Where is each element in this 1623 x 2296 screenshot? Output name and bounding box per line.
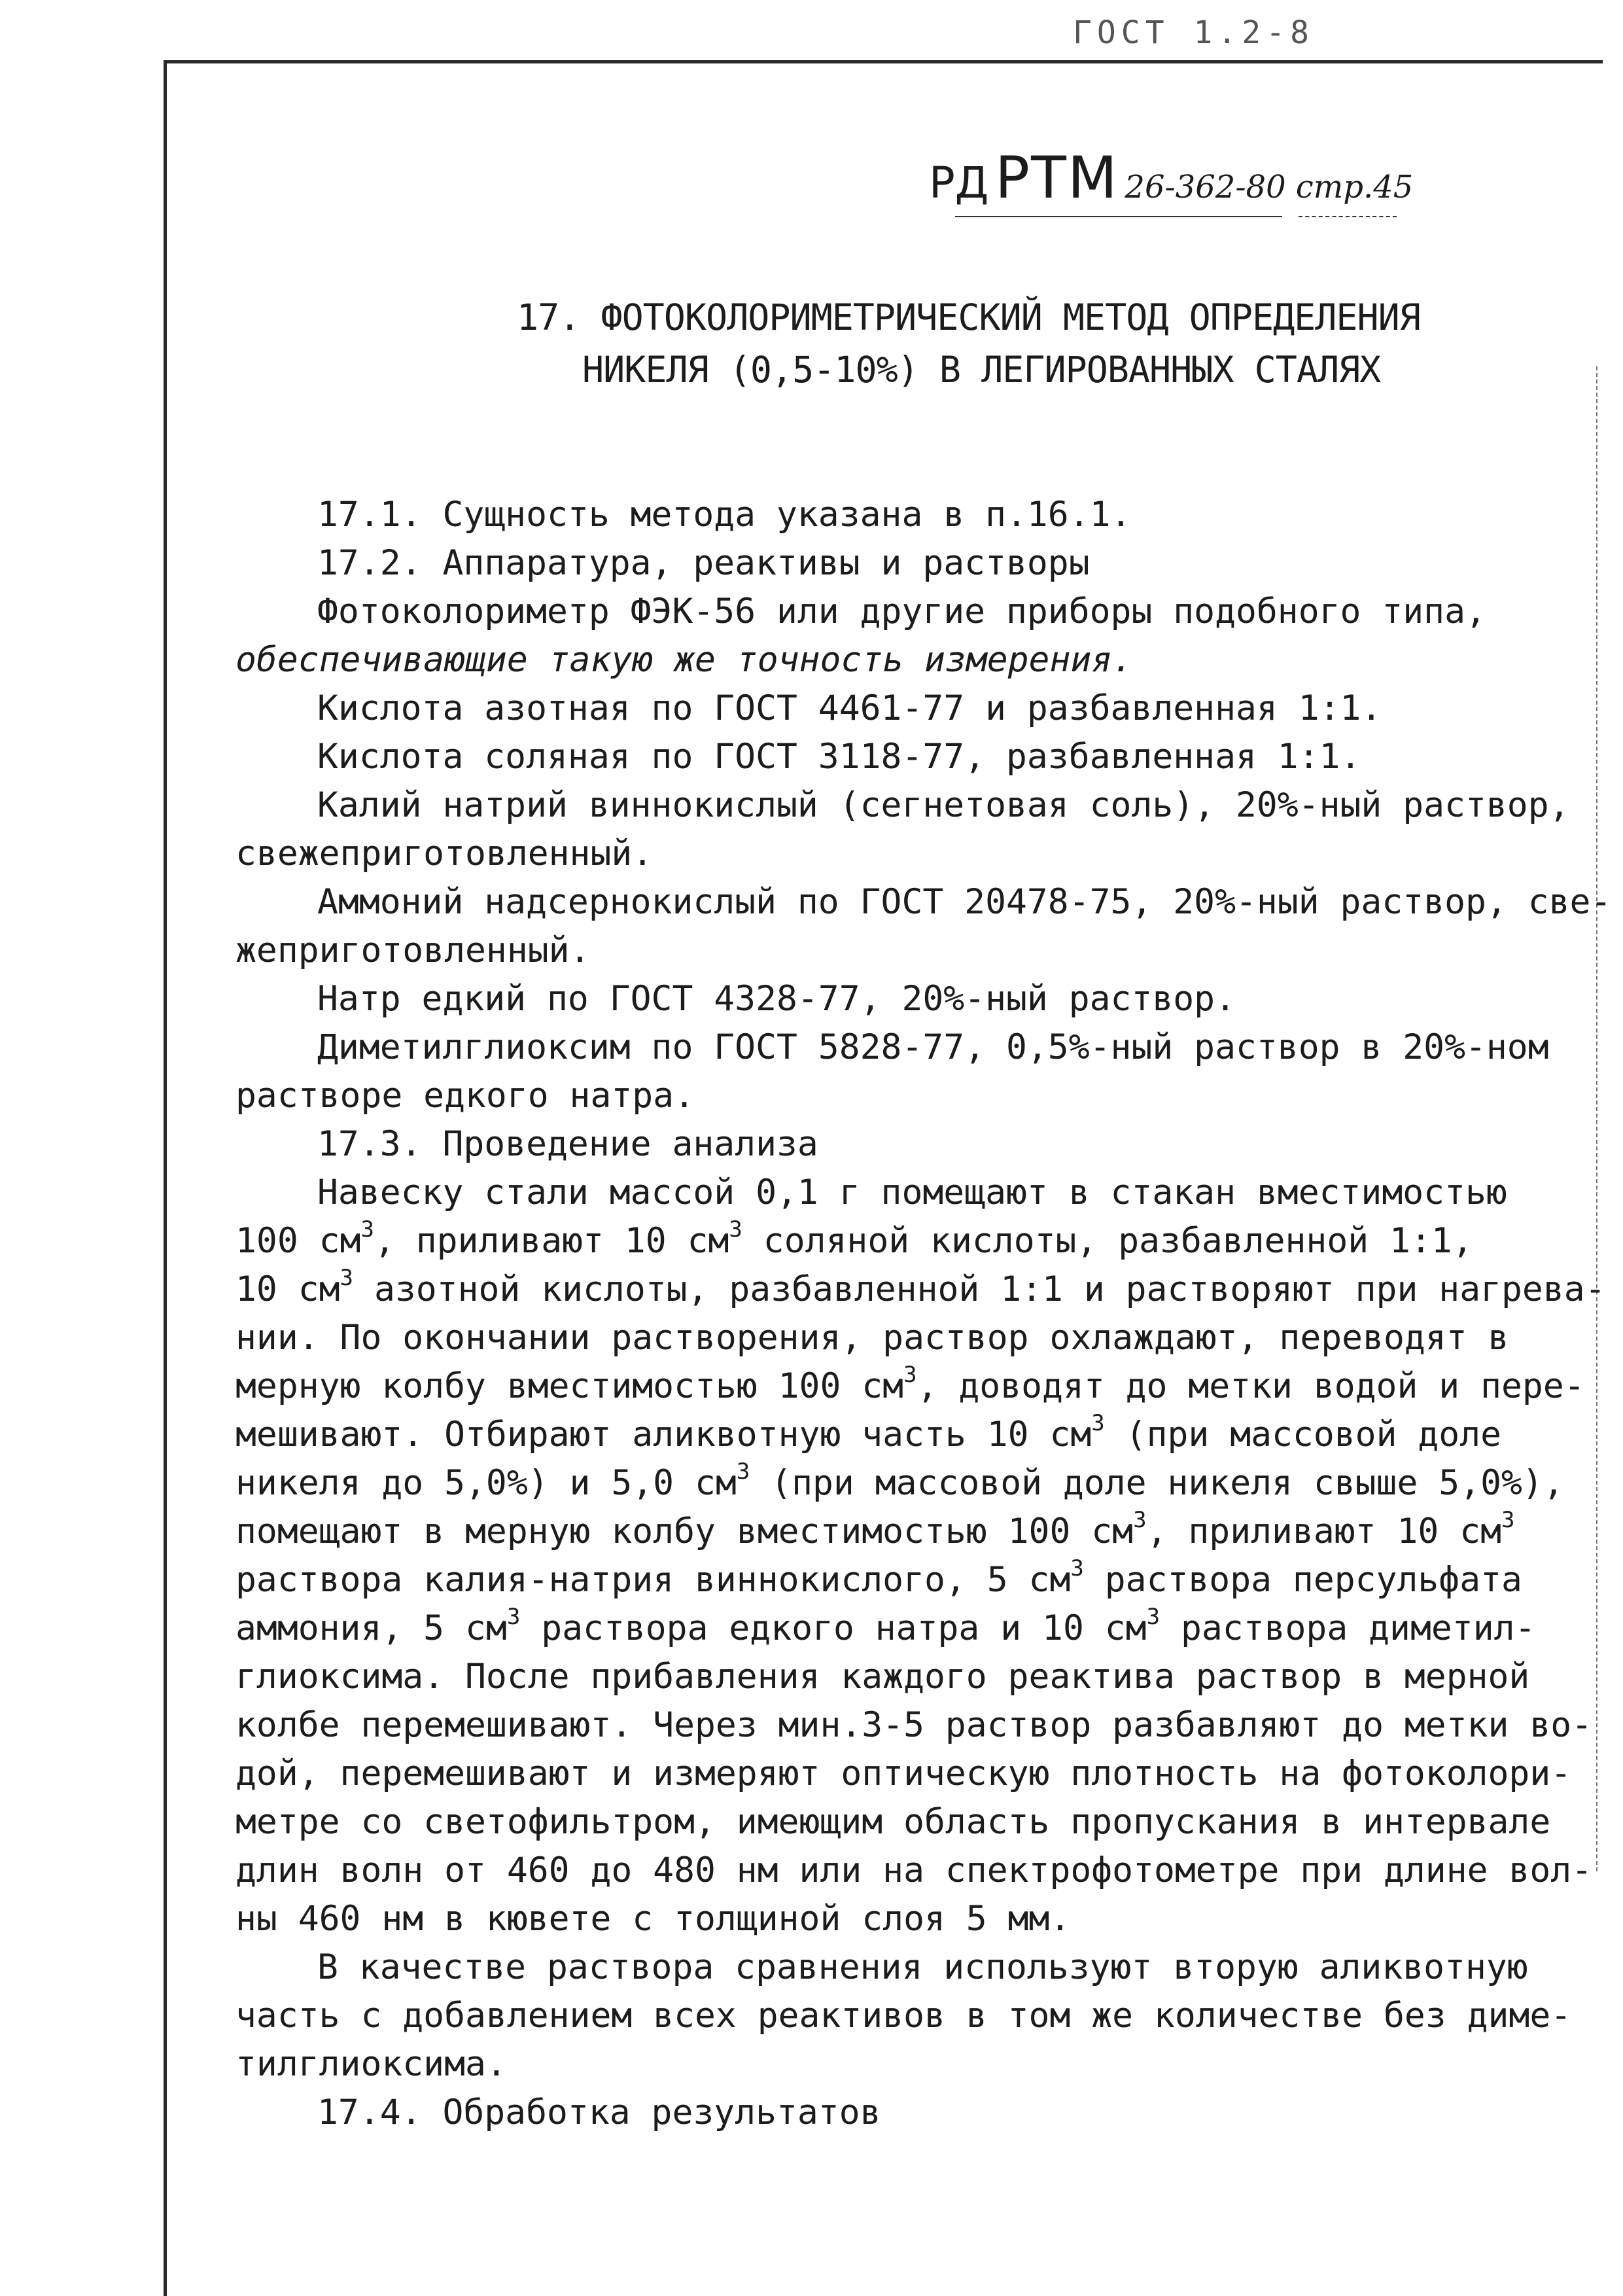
reagent-sodium-hydroxide: Натр едкий по ГОСТ 4328-77, 20%-ный раствор. [317, 979, 1236, 1019]
reagent-tartrate-line-2: свежеприготовленный. [236, 834, 654, 874]
analysis-line: нии. По окончании растворения, раствор охлаждают, переводят в [236, 1318, 1509, 1358]
reagent-hydrochloric-acid: Кислота соляная по ГОСТ 3118-77, разбавленная 1:1. [317, 737, 1361, 777]
reagent-dimethylglyoxime-line-2: растворе едкого натра. [236, 1076, 695, 1116]
section-17-4-heading: 17.4. Обработка результатов [317, 2093, 881, 2132]
title-line-2: НИКЕЛЯ (0,5-10%) В ЛЕГИРОВАННЫХ СТАЛЯХ [582, 349, 1381, 391]
analysis-line: колбе перемешивают. Через мин.3-5 раствор разбавляют до метки во- [236, 1705, 1593, 1745]
analysis-line: раствора калия-натрия виннокислого, 5 $см^3$ раствора персульфата [236, 1555, 1522, 1600]
section-title [517, 291, 1498, 396]
page-frame-left [164, 60, 167, 2296]
photocolorimeter-line-1: Фотоколориметр ФЭК-56 или другие приборы подобного типа, [317, 592, 1486, 631]
title-line-1: 17. ФОТОКОЛОРИМЕТРИЧЕСКИЙ МЕТОД ОПРЕДЕЛЕНИЯ [517, 296, 1420, 338]
comparison-line: В качестве раствора сравнения используют вторую аликвотную [317, 1947, 1528, 1987]
analysis-line: 100 $см^3$, приливают 10 $см^3$ соляной кислоты, разбавленной 1:1, [236, 1216, 1473, 1261]
analysis-line: глиоксима. После прибавления каждого реактива раствор в мерной [236, 1657, 1530, 1697]
analysis-line: мешивают. Отбирают аликвотную часть 10 $см^3$ (при массовой доле [236, 1410, 1502, 1455]
underline [955, 216, 1282, 217]
analysis-line: никеля до 5,0%) и 5,0 $см^3$ (при массовой доле никеля свыше 5,0%), [236, 1458, 1564, 1503]
photocolorimeter-line-2: обеспечивающие такую же точность измерения. [236, 640, 1134, 680]
page-frame-right [1596, 366, 1597, 1871]
analysis-line: дой, перемешивают и измеряют оптическую плотность на фотоколори- [236, 1754, 1572, 1793]
reagent-persulfate-line-1: Аммоний надсернокислый по ГОСТ 20478-75, 20%-ный раствор, све- [317, 882, 1612, 922]
section-17-2-heading: 17.2. Аппаратура, реактивы и растворы [317, 543, 1090, 583]
section-17-1: 17.1. Сущность метода указана в п.16.1. [317, 495, 1132, 535]
top-stamp: ГОСТ 1.2-8 [1073, 14, 1314, 47]
reagent-tartrate-line-1: Калий натрий виннокислый (сегнетовая соль), 20%-ный раствор, [317, 785, 1570, 825]
analysis-line: ны 460 нм в кювете с толщиной слоя 5 мм. [236, 1899, 1071, 1939]
doc-code-rtm: РТМ [995, 144, 1119, 211]
analysis-line: Навеску стали массой 0,1 г помещают в стакан вместимостью [317, 1173, 1507, 1212]
analysis-line: мерную колбу вместимостью 100 $см^3$, доводят до метки водой и пере- [236, 1362, 1585, 1406]
reagent-persulfate-line-2: жеприготовленный. [236, 930, 591, 970]
analysis-line: аммония, 5 $см^3$ раствора едкого натра и 10 $см^3$ раствора диметил- [236, 1604, 1536, 1648]
analysis-line: 10 $см^3$ азотной кислоты, разбавленной 1:1 и растворяют при нагрева- [236, 1265, 1606, 1309]
analysis-line: метре со светофильтром, имеющим область пропускания в интервале [236, 1802, 1551, 1842]
doc-code-number: 26-362-80 стр.45 [1125, 169, 1414, 205]
comparison-line: часть с добавлением всех реактивов в том же количестве без диме- [236, 1996, 1572, 2036]
section-17-3-heading: 17.3. Проведение анализа [317, 1124, 818, 1164]
underline-dashed [1299, 216, 1397, 217]
reagent-nitric-acid: Кислота азотная по ГОСТ 4461-77 и разбавленная 1:1. [317, 688, 1382, 728]
analysis-line: длин волн от 460 до 480 нм или на спектрофотометре при длине вол- [236, 1850, 1593, 1890]
reagent-dimethylglyoxime-line-1: Диметилглиоксим по ГОСТ 5828-77, 0,5%-ный раствор в 20%-ном [317, 1027, 1549, 1067]
page-frame-top [164, 60, 1603, 63]
analysis-line: помещают в мерную колбу вместимостью 100 $см^3$, приливают 10 $см^3$ [236, 1507, 1515, 1551]
doc-code-rd: РД [929, 158, 989, 208]
document-code [929, 144, 1413, 211]
document-body [236, 491, 1612, 2137]
comparison-line: тилглиоксима. [236, 2044, 507, 2084]
